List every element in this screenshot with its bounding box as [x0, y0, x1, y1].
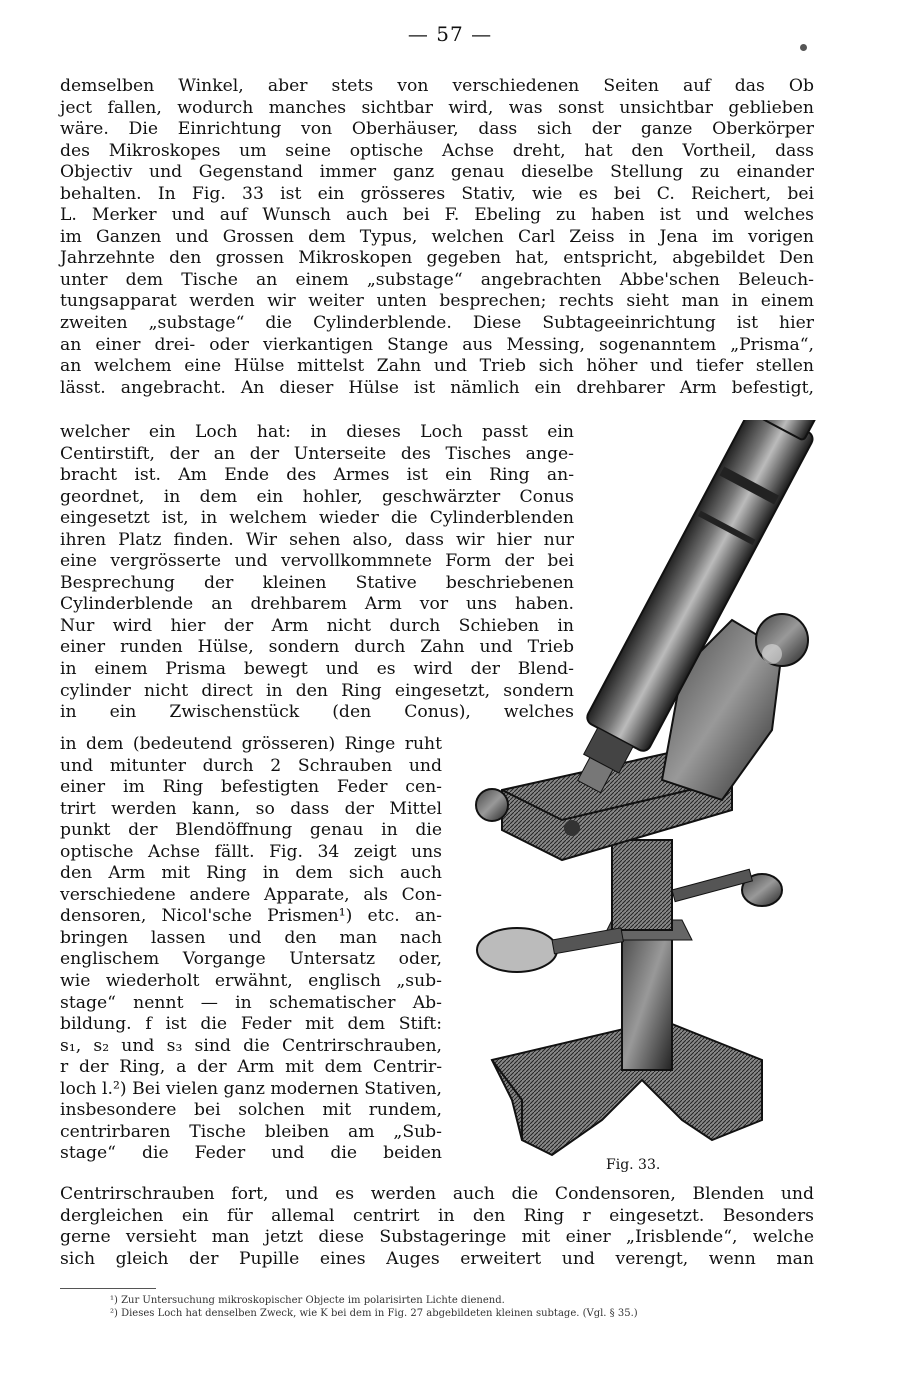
text-line: in einem Prisma bewegt und es wird der Blend- [60, 659, 574, 680]
text-line: Jahrzehnte den grossen Mikroskopen gegeben hat, entspricht, abgebildet Den [60, 248, 814, 269]
text-line: Cylinderblende an drehbarem Arm vor uns haben. [60, 594, 574, 615]
footnote: ²) Dieses Loch hat denselben Zweck, wie K bei dem in Fig. 27 abgebildeten kleinen subtage. (Vgl. § 35.) [110, 1308, 638, 1319]
text-line: Centrirschrauben fort, und es werden auch die Condensoren, Blenden und [60, 1184, 814, 1204]
text-line: optische Achse fällt. Fig. 34 zeigt uns [60, 841, 442, 862]
text-line: punkt der Blendöffnung genau in die [60, 820, 442, 841]
text-line: an einer drei- oder vierkantigen Stange aus Messing, sogenanntem „Prisma“, [60, 334, 814, 355]
text-line: unter dem Tische an einem „substage“ angebrachten Abbe'schen Beleuch- [60, 269, 814, 290]
text-line: den Arm mit Ring in dem sich auch [60, 863, 442, 884]
text-line: einer im Ring befestigten Feder cen- [60, 777, 442, 798]
body-text-after-figure [60, 1184, 814, 1270]
text-line: englischem Vorgange Untersatz oder, [60, 949, 442, 970]
text-line: lässt. angebracht. An dieser Hülse ist nämlich ein drehbarer Arm befestigt, [60, 377, 814, 398]
text-line: welcher ein Loch hat: in dieses Loch passt ein [60, 422, 574, 442]
text-line: L. Merker und auf Wunsch auch bei F. Ebeling zu haben ist und welches [60, 205, 814, 226]
text-line: demselben Winkel, aber stets von verschiedenen Seiten auf das Ob [60, 76, 814, 96]
text-line: in ein Zwischenstück (den Conus), welches [60, 702, 574, 723]
pillar [622, 920, 672, 1070]
text-line: insbesondere bei solchen mit rundem, [60, 1100, 442, 1121]
text-line: trirt werden kann, so dass der Mittel [60, 798, 442, 819]
condenser-disc [477, 928, 557, 972]
text-line: wäre. Die Einrichtung von Oberhäuser, dass sich der ganze Oberkörper [60, 119, 814, 140]
ink-dot [800, 44, 807, 51]
text-line: dergleichen ein für allemal centrirt in den Ring r eingesetzt. Besonders [60, 1205, 814, 1226]
text-line: stage“ nennt — in schematischer Ab- [60, 992, 442, 1013]
text-line: gerne versieht man jetzt diese Substageringe mit einer „Irisblende“, welche [60, 1227, 814, 1248]
text-line: stage“ die Feder und die beiden [60, 1143, 442, 1164]
text-line: einer runden Hülse, sondern durch Zahn und Trieb [60, 637, 574, 658]
text-line: behalten. In Fig. 33 ist ein grösseres Stativ, wie es bei C. Reichert, bei [60, 183, 814, 204]
text-line: densoren, Nicol'sche Prismen¹) etc. an- [60, 906, 442, 927]
figure-caption: Fig. 33. [606, 1157, 661, 1173]
text-line: r der Ring, a der Arm mit dem Centrir- [60, 1057, 442, 1078]
text-line: im Ganzen und Grossen dem Typus, welchen Carl Zeiss in Jena im vorigen [60, 226, 814, 247]
text-line: und mitunter durch 2 Schrauben und [60, 755, 442, 776]
text-line: bracht ist. Am Ende des Armes ist ein Ring an- [60, 465, 574, 486]
text-line: loch l.²) Bei vielen ganz modernen Stativen, [60, 1078, 442, 1099]
text-line: zweiten „substage“ die Cylinderblende. Diese Subtageeinrichtung ist hier [60, 313, 814, 334]
text-line: Objectiv und Gegenstand immer ganz genau dieselbe Stellung zu einander [60, 162, 814, 183]
text-line: bildung. f ist die Feder mit dem Stift: [60, 1014, 442, 1035]
text-line: cylinder nicht direct in den Ring eingesetzt, sondern [60, 680, 574, 701]
text-line: an welchem eine Hülse mittelst Zahn und Trieb sich höher und tiefer stellen [60, 356, 814, 377]
text-line: Besprechung der kleinen Stative beschriebenen [60, 572, 574, 593]
text-line: ject fallen, wodurch manches sichtbar wird, was sonst unsichtbar geblieben [60, 97, 814, 118]
microscope-figure [462, 420, 838, 1160]
text-line: eingesetzt ist, in welchem wieder die Cylinderblenden [60, 508, 574, 529]
footnotes [110, 1294, 826, 1320]
text-line: in dem (bedeutend grösseren) Ringe ruht [60, 734, 442, 754]
text-line: Nur wird hier der Arm nicht durch Schieben in [60, 615, 574, 636]
text-line: centrirbaren Tische bleiben am „Sub- [60, 1121, 442, 1142]
text-line: geordnet, in dem ein hohler, geschwärzter Conus [60, 486, 574, 507]
text-line: sich gleich der Pupille eines Auges erweitert und verengt, wenn man [60, 1248, 814, 1269]
page-number: — 57 — [407, 22, 493, 46]
footnote-rule [60, 1288, 156, 1289]
text-line: des Mikroskopes um seine optische Achse dreht, hat den Vortheil, dass [60, 140, 814, 161]
text-line: Centirstift, der an der Unterseite des Tisches ange- [60, 443, 574, 464]
text-line: eine vergrösserte und vervollkommnete Form der bei [60, 551, 574, 572]
text-line: s₁, s₂ und s₃ sind die Centrirschrauben, [60, 1035, 442, 1056]
text-line: bringen lassen und den man nach [60, 927, 442, 948]
body-text-full-width [60, 76, 814, 399]
text-line: wie wiederholt erwähnt, englisch „sub- [60, 971, 442, 992]
text-line: ihren Platz finden. Wir sehen also, dass wir hier nur [60, 529, 574, 550]
body-text-beside-figure-narrow [60, 734, 442, 1165]
text-line: verschiedene andere Apparate, als Con- [60, 884, 442, 905]
text-line: tungsapparat werden wir weiter unten besprechen; rechts sieht man in einem [60, 291, 814, 312]
footnote: ¹) Zur Untersuchung mikroskopischer Objecte im polarisirten Lichte dienend. [110, 1295, 505, 1306]
